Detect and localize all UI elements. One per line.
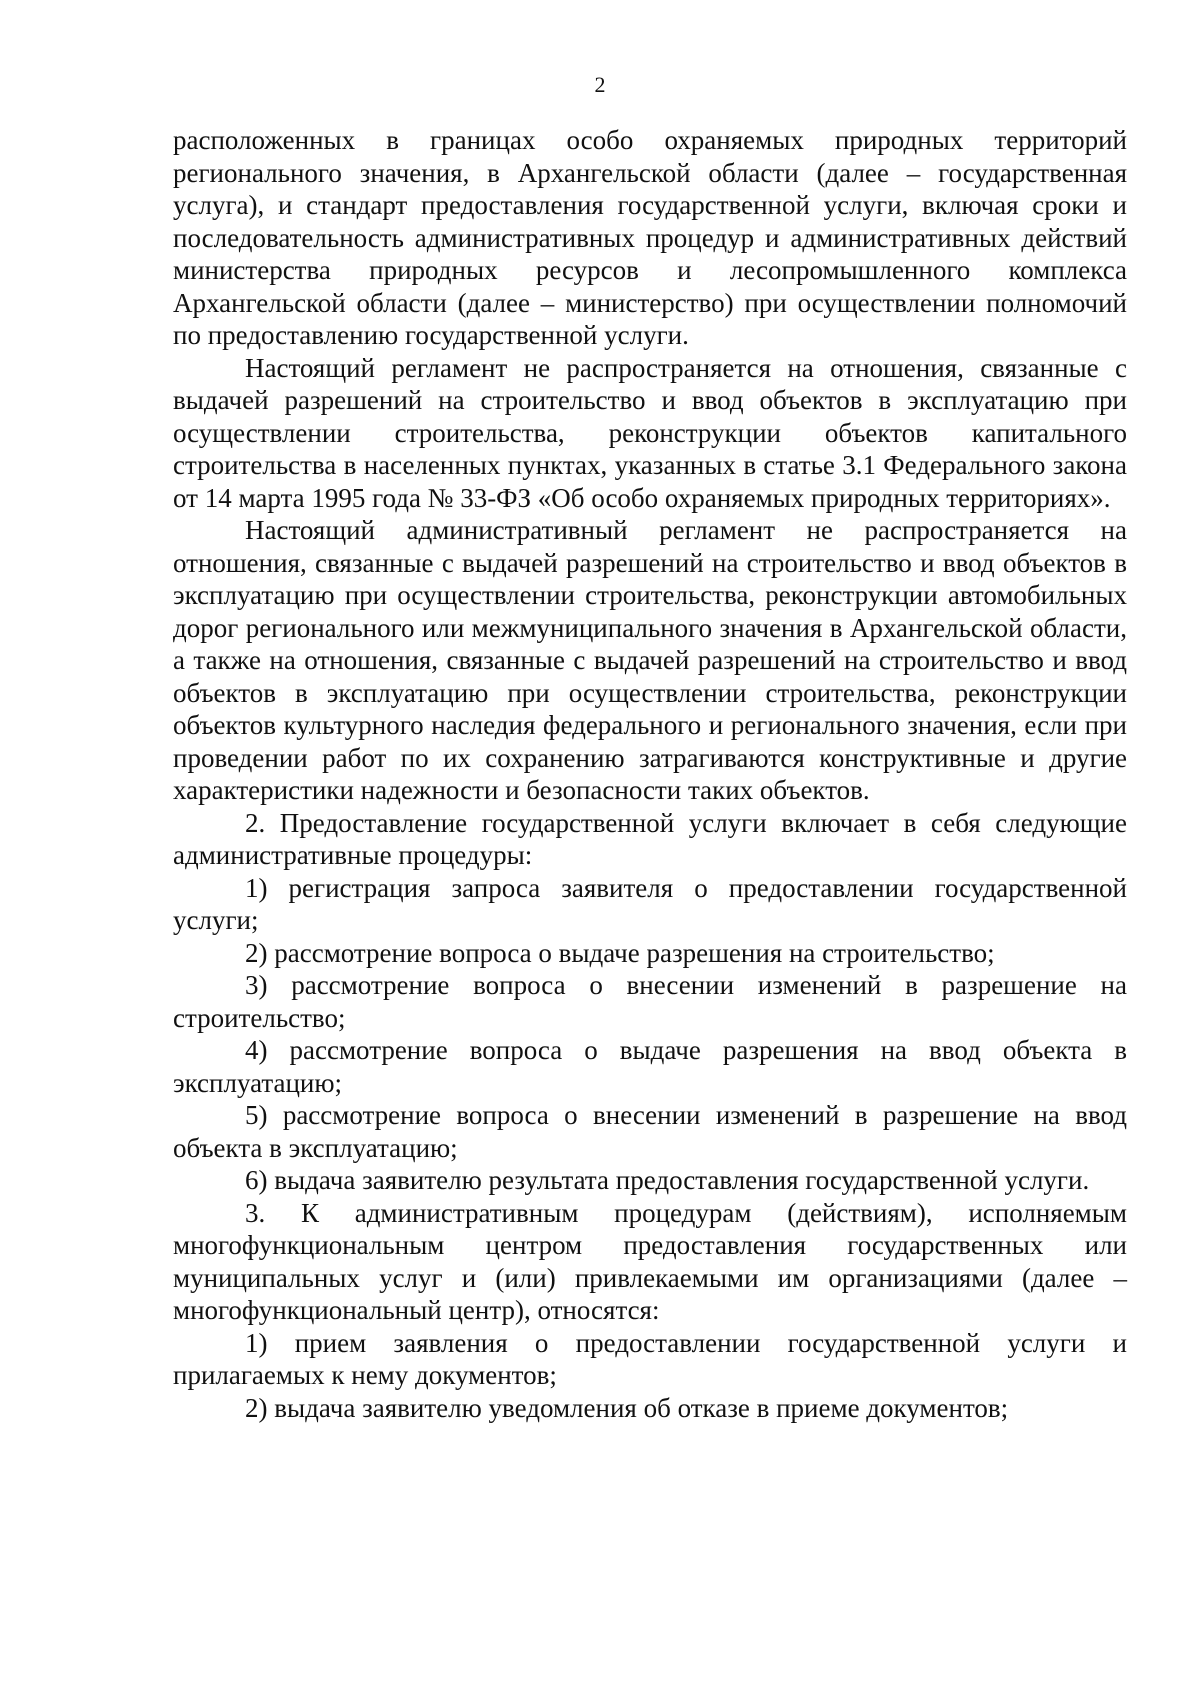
document-body bbox=[173, 124, 1127, 1424]
list-item-mfc-procedure-2: 2) выдача заявителю уведомления об отказе в приеме документов; bbox=[245, 1392, 1009, 1423]
paragraph-section-3-intro: 3. К административным процедурам (действиям), исполняемым многофункциональным центром предоставления государственных или муниципальных услуг и (или) привлекаемыми им организациями (далее – многофункциональный центр), относятся: bbox=[173, 1197, 1127, 1325]
page-number: 2 bbox=[594, 72, 606, 97]
list-item-mfc-procedure-1: 1) прием заявления о предоставлении государственной услуги и прилагаемых к нему документов; bbox=[173, 1327, 1127, 1390]
list-item-procedure-4: 4) рассмотрение вопроса о выдаче разрешения на ввод объекта в эксплуатацию; bbox=[173, 1035, 1127, 1098]
list-item-procedure-5: 5) рассмотрение вопроса о внесении изменений в разрешение на ввод объекта в эксплуатацию; bbox=[173, 1100, 1127, 1163]
list-item-procedure-2: 2) рассмотрение вопроса о выдаче разрешения на строительство; bbox=[245, 937, 995, 968]
list-item-procedure-6: 6) выдача заявителю результата предоставления государственной услуги. bbox=[245, 1165, 1090, 1195]
paragraph-scope-continuation: расположенных в границах особо охраняемых природных территорий регионального значения, в Архангельской области (далее – государственная услуга), и стандарт предоставления государственной услуги, включая сроки и последовательность административных процедур и административных действий министерства природных ресурсов и лесопромышленного комплекса Архангельской области (далее – министерство) при осуществлении полномочий по предоставлению государственной услуги. bbox=[173, 125, 1127, 350]
list-item-procedure-3: 3) рассмотрение вопроса о внесении изменений в разрешение на строительство; bbox=[173, 970, 1127, 1033]
list-item-procedure-1: 1) регистрация запроса заявителя о предоставлении государственной услуги; bbox=[173, 872, 1127, 935]
paragraph-section-2-intro: 2. Предоставление государственной услуги включает в себя следующие административные процедуры: bbox=[173, 807, 1127, 870]
paragraph-regulation-exclusion-roads-heritage: Настоящий административный регламент не распространяется на отношения, связанные с выдачей разрешений на строительство и ввод объектов в эксплуатацию при осуществлении строительства, реконструкции автомобильных дорог регионального или межмуниципального значения в Архангельской области, а также на отношения, связанные с выдачей разрешений на строительство и ввод объектов в эксплуатацию при осуществлении строительства, реконструкции объектов культурного наследия федерального и регионального значения, если при проведении работ по их сохранению затрагиваются конструктивные и другие характеристики надежности и безопасности таких объектов. bbox=[173, 515, 1127, 805]
paragraph-regulation-exclusion-settlements: Настоящий регламент не распространяется на отношения, связанные с выдачей разрешений на строительство и ввод объектов в эксплуатацию при осуществлении строительства, реконструкции объектов капитального строительства в населенных пунктах, указанных в статье 3.1 Федерального закона от 14 марта 1995 года № 33-ФЗ «Об особо охраняемых природных территориях». bbox=[173, 352, 1127, 513]
